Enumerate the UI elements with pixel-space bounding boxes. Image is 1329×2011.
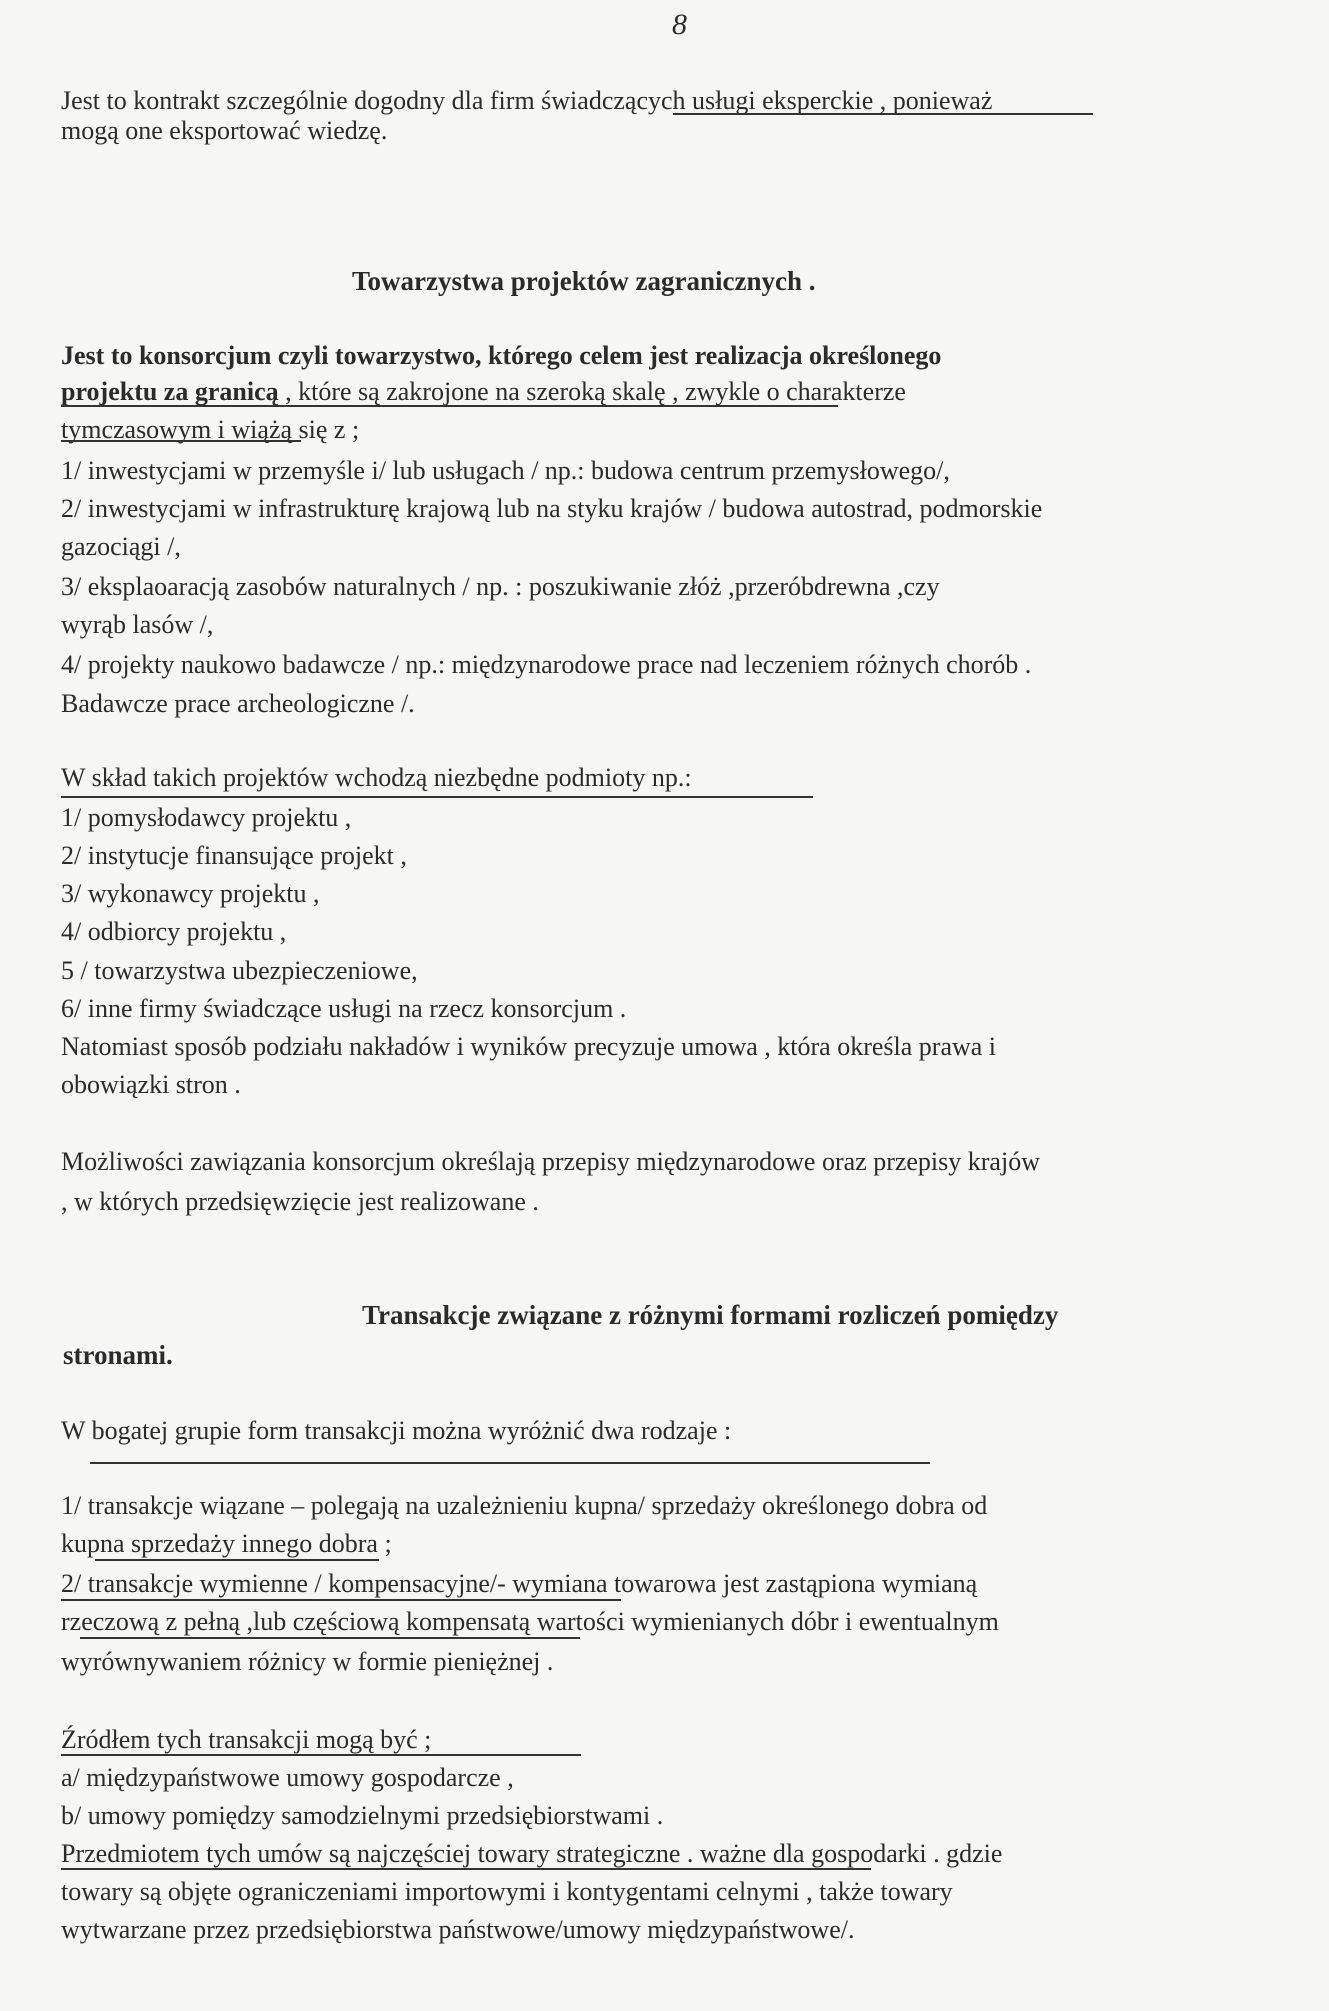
intro-line-1: Jest to kontrakt szczególnie dogodny dla firm świadczących usługi eksperckie , ponieważ — [61, 86, 993, 115]
handwritten-underline — [61, 440, 301, 442]
heading-transakcje: Transakcje związane z różnymi formami rozliczeń pomiędzy — [362, 1300, 1059, 1330]
podmioty-item: 5 / towarzystwa ubezpieczeniowe, — [61, 956, 418, 985]
podmioty-item: 6/ inne firmy świadczące usługi na rzecz konsorcjum . — [61, 994, 627, 1023]
konsorcjum-item: 2/ inwestycjami w infrastrukturę krajową lub na styku krajów / budowa autostrad, podmorskie — [61, 494, 1043, 523]
heading-towarzystwa: Towarzystwa projektów zagranicznych . — [352, 266, 816, 296]
handwritten-underline — [90, 1462, 930, 1464]
konsorcjum-line-3: tymczasowym i wiążą się z ; — [61, 415, 360, 444]
handwritten-underline — [673, 113, 1093, 115]
konsorcjum-item: wyrąb lasów /, — [61, 610, 214, 639]
transakcje-item: wyrównywaniem różnicy w formie pieniężnej . — [61, 1647, 554, 1676]
podmioty-item: 3/ wykonawcy projektu , — [61, 879, 320, 908]
zrodla-item: b/ umowy pomiędzy samodzielnymi przedsiębiorstwami . — [61, 1801, 664, 1830]
intro-line-2: mogą one eksportować wiedzę. — [61, 116, 388, 145]
handwritten-underline — [61, 1868, 871, 1870]
zrodla-item: wytwarzane przez przedsiębiorstwa państwowe/umowy międzypaństwowe/. — [61, 1915, 855, 1944]
konsorcjum-item: 1/ inwestycjami w przemyśle i/ lub usługach / np.: budowa centrum przemysłowego/, — [61, 456, 950, 485]
transakcje-item: kupna sprzedaży innego dobra ; — [61, 1529, 392, 1558]
zrodla-intro: Źródłem tych transakcji mogą być ; — [61, 1725, 432, 1754]
konsorcjum-line-2-rest: , które są zakrojone na szeroką skalę , zwykle o charakterze — [278, 377, 906, 406]
konsorcjum-line-1: Jest to konsorcjum czyli towarzystwo, którego celem jest realizacja określonego — [61, 341, 942, 370]
mozliwosci-line: , w których przedsięwzięcie jest realizowane . — [61, 1187, 539, 1216]
konsorcjum-line-2 — [61, 376, 906, 408]
handwritten-underline — [95, 1559, 379, 1561]
transakcje-item: 1/ transakcje wiązane – polegają na uzależnieniu kupna/ sprzedaży określonego dobra od — [61, 1491, 988, 1520]
podmioty-intro: W skład takich projektów wchodzą niezbędne podmioty np.: — [61, 763, 692, 792]
handwritten-underline — [61, 1754, 581, 1756]
konsorcjum-bold-phrase: projektu za granicą — [61, 377, 279, 406]
page-number: 8 — [672, 8, 687, 41]
konsorcjum-item: Badawcze prace archeologiczne /. — [61, 689, 415, 718]
zrodla-item: towary są objęte ograniczeniami importowymi i kontygentami celnymi , także towary — [61, 1877, 953, 1906]
heading-transakcje-cont: stronami. — [63, 1340, 173, 1370]
podmioty-item: 4/ odbiorcy projektu , — [61, 917, 287, 946]
podmioty-item: 2/ instytucje finansujące projekt , — [61, 841, 407, 870]
transakcje-intro: W bogatej grupie form transakcji można wyróżnić dwa rodzaje : — [61, 1416, 732, 1445]
handwritten-underline — [61, 1599, 621, 1601]
transakcje-item: 2/ transakcje wymienne / kompensacyjne/- wymiana towarowa jest zastąpiona wymianą — [61, 1569, 978, 1598]
mozliwosci-line: Możliwości zawiązania konsorcjum określają przepisy międzynarodowe oraz przepisy krajów — [61, 1147, 1040, 1176]
handwritten-underline — [80, 1637, 580, 1639]
konsorcjum-item: 3/ eksplaoaracją zasobów naturalnych / np. : poszukiwanie złóż ,przeróbdrewna ,czy — [61, 572, 940, 601]
podmioty-item: obowiązki stron . — [61, 1070, 241, 1099]
handwritten-underline — [61, 405, 838, 407]
handwritten-underline — [61, 796, 813, 798]
konsorcjum-item: 4/ projekty naukowo badawcze / np.: międzynarodowe prace nad leczeniem różnych chorób . — [61, 650, 1032, 679]
transakcje-item: rzeczową z pełną ,lub częściową kompensatą wartości wymienianych dóbr i ewentualnym — [61, 1607, 999, 1636]
podmioty-item: Natomiast sposób podziału nakładów i wyników precyzuje umowa , która określa prawa i — [61, 1032, 997, 1061]
zrodla-item: Przedmiotem tych umów są najczęściej towary strategiczne . ważne dla gospodarki . gdzie — [61, 1839, 1003, 1868]
podmioty-item: 1/ pomysłodawcy projektu , — [61, 803, 352, 832]
konsorcjum-item: gazociągi /, — [61, 532, 181, 561]
zrodla-item: a/ międzypaństwowe umowy gospodarcze , — [61, 1763, 514, 1792]
